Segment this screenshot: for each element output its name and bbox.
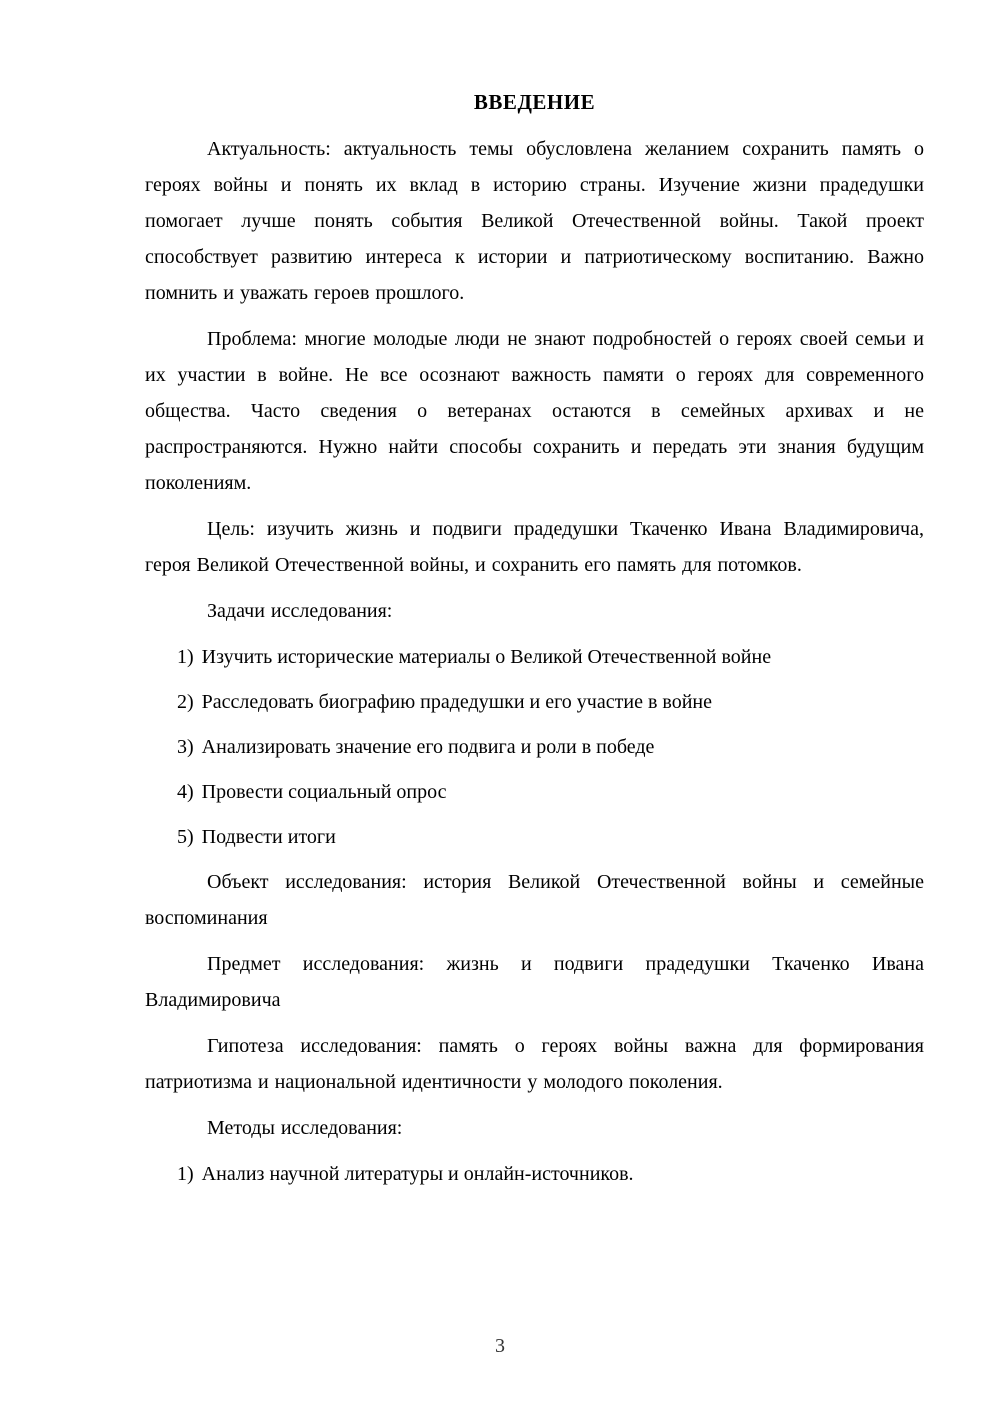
- task-item: [177, 774, 924, 810]
- method-item: [177, 1156, 924, 1192]
- task-item: [177, 819, 924, 855]
- page-title: ВВЕДЕНИЕ: [473, 90, 596, 114]
- task-text: Расследовать биографию прадедушки и его участие в войне: [201, 691, 712, 713]
- paragraph-subject: Предмет исследования: жизнь и подвиги прадедушки Ткаченко Ивана Владимировича: [145, 953, 924, 1011]
- paragraph-goal: Цель: изучить жизнь и подвиги прадедушки Ткаченко Ивана Владимировича, героя Великой Отечественной войны, и сохранить его память для потомков.: [145, 518, 924, 576]
- task-text: Изучить исторические материалы о Великой Отечественной войне: [201, 646, 772, 668]
- task-number: 2): [177, 691, 194, 713]
- page-number: 3: [495, 1335, 505, 1357]
- methods-heading: Методы исследования:: [207, 1117, 403, 1139]
- task-item: [177, 639, 924, 675]
- method-number: 1): [177, 1163, 194, 1185]
- task-text: Провести социальный опрос: [201, 781, 447, 803]
- methods-list: [145, 1156, 924, 1192]
- method-text: Анализ научной литературы и онлайн-источников.: [201, 1163, 634, 1185]
- task-number: 5): [177, 826, 194, 848]
- tasks-heading: Задачи исследования:: [207, 600, 393, 622]
- task-text: Подвести итоги: [201, 826, 336, 848]
- task-text: Анализировать значение его подвига и роли в победе: [201, 736, 655, 758]
- task-item: [177, 684, 924, 720]
- task-number: 1): [177, 646, 194, 668]
- paragraph-object: Объект исследования: история Великой Отечественной войны и семейные воспоминания: [145, 871, 924, 929]
- paragraph-relevance: Актуальность: актуальность темы обусловлена желанием сохранить память о героях войны и понять их вклад в историю страны. Изучение жизни прадедушки помогает лучше понять события Великой Отечественной войны. Такой проект способствует развитию интереса к истории и патриотическому воспитанию. Важно помнить и уважать героев прошлого.: [145, 138, 924, 304]
- task-number: 3): [177, 736, 194, 758]
- task-item: [177, 729, 924, 765]
- paragraph-hypothesis: Гипотеза исследования: память о героях войны важна для формирования патриотизма и национальной идентичности у молодого поколения.: [145, 1035, 924, 1093]
- tasks-list: [145, 639, 924, 855]
- paragraph-problem: Проблема: многие молодые люди не знают подробностей о героях своей семьи и их участии в войне. Не все осознают важность памяти о героях для современного общества. Часто сведения о ветеранах остаются в семейных архивах и не распространяются. Нужно найти способы сохранить и передать эти знания будущим поколениям.: [145, 328, 924, 494]
- task-number: 4): [177, 781, 194, 803]
